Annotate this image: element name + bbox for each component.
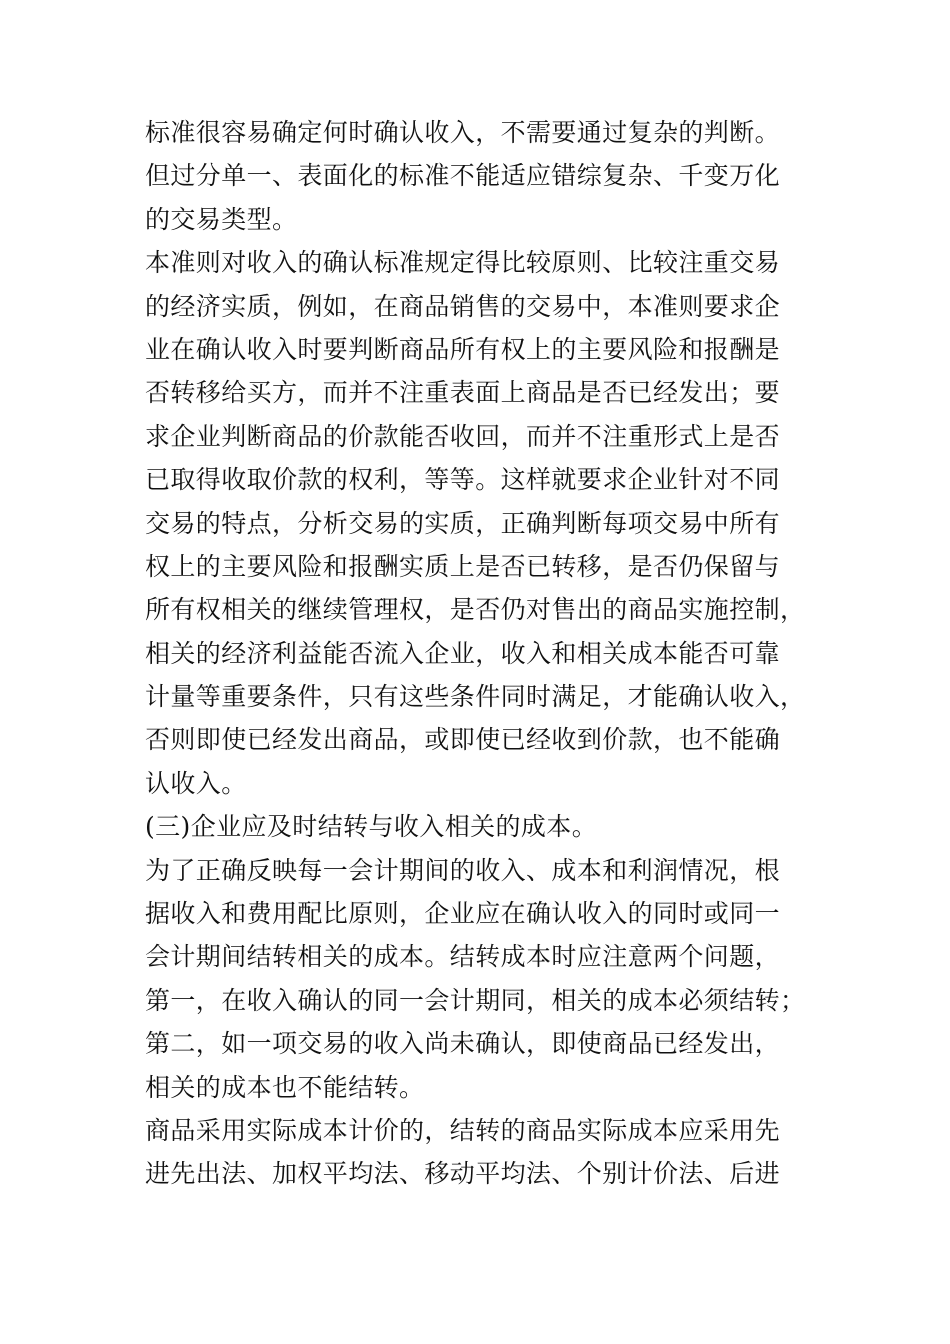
text-line: 否转移给买方，而并不注重表面上商品是否已经发出；要 xyxy=(145,378,781,408)
text-line: 业在确认收入时要判断商品所有权上的主要风险和报酬是 xyxy=(145,334,781,364)
text-line: 所有权相关的继续管理权，是否仍对售出的商品实施控制， xyxy=(145,595,806,625)
text-line: 会计期间结转相关的成本。结转成本时应注意两个问题， xyxy=(145,942,781,972)
text-line: 求企业判断商品的价款能否收回，而并不注重形式上是否 xyxy=(145,421,781,451)
text-line: 计量等重要条件，只有这些条件同时满足，才能确认收入， xyxy=(145,682,806,712)
text-line: 相关的成本也不能结转。 xyxy=(145,1072,425,1102)
text-line: 第二，如一项交易的收入尚未确认，即使商品已经发出， xyxy=(145,1029,781,1059)
text-line: 但过分单一、表面化的标准不能适应错综复杂、千变万化 xyxy=(145,161,781,191)
text-line: 商品采用实际成本计价的，结转的商品实际成本应采用先 xyxy=(145,1115,781,1145)
text-line: 第一，在收入确认的同一会计期同，相关的成本必须结转； xyxy=(145,985,806,1015)
text-line: 的经济实质，例如，在商品销售的交易中，本准则要求企 xyxy=(145,291,781,321)
text-line: 标准很容易确定何时确认收入，不需要通过复杂的判断。 xyxy=(145,118,781,147)
text-line: 认收入。 xyxy=(145,768,247,798)
text-line: 据收入和费用配比原则，企业应在确认收入的同时或同一 xyxy=(145,899,781,929)
document-body xyxy=(145,111,805,1196)
text-line: 为了正确反映每一会计期间的收入、成本和利润情况，根 xyxy=(145,855,781,885)
text-line: 交易的特点，分析交易的实质，正确判断每项交易中所有 xyxy=(145,508,781,538)
section-heading: (三)企业应及时结转与收入相关的成本。 xyxy=(145,812,598,842)
text-line: 否则即使已经发出商品，或即使已经收到价款，也不能确 xyxy=(145,725,781,755)
text-line: 权上的主要风险和报酬实质上是否已转移，是否仍保留与 xyxy=(145,551,781,581)
text-line: 已取得收取价款的权利，等等。这样就要求企业针对不同 xyxy=(145,465,781,495)
text-line: 相关的经济利益能否流入企业，收入和相关成本能否可靠 xyxy=(145,638,781,668)
text-line: 进先出法、加权平均法、移动平均法、个别计价法、后进 xyxy=(145,1159,781,1189)
text-line: 的交易类型。 xyxy=(145,204,298,234)
text-line: 本准则对收入的确认标准规定得比较原则、比较注重交易 xyxy=(145,248,781,278)
